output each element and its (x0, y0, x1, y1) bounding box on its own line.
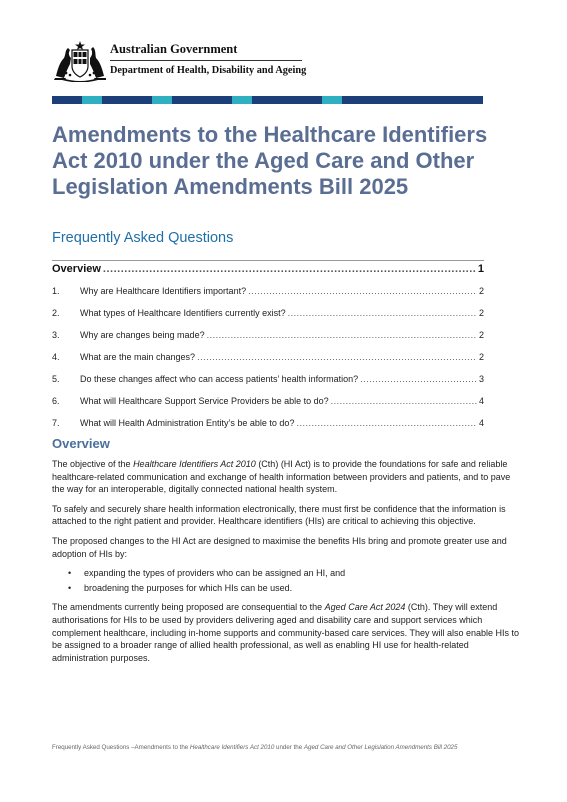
toc-entry-number: 6. (52, 396, 60, 406)
stripe-segment (82, 96, 102, 104)
toc-entry-page: 2 (478, 308, 484, 318)
bullet-marker: • (68, 582, 72, 593)
toc-leader-dots (288, 302, 477, 324)
toc-entry-overview[interactable] (52, 260, 484, 278)
document-title: Amendments to the Healthcare Identifiers Act 2010 under the Aged Care and Other Legislation Amendments Bill 2025 (52, 122, 488, 199)
list-item (52, 582, 520, 595)
document-subtitle: Frequently Asked Questions (52, 230, 234, 246)
stripe-segment (102, 96, 152, 104)
table-of-contents (52, 260, 484, 434)
header-color-stripe (52, 96, 483, 104)
act-title-italic: Aged Care Act 2024 (324, 602, 406, 613)
stripe-segment (152, 96, 172, 104)
toc-entry-label: What types of Healthcare Identifiers currently exist? (80, 308, 286, 318)
toc-leader-dots (248, 280, 477, 302)
toc-entry-number: 5. (52, 374, 60, 384)
stripe-segment (322, 96, 342, 104)
toc-leader-dots (296, 412, 477, 434)
overview-paragraph-2: To safely and securely share health information electronically, there must first be confidence that the information is attached to the right patient and provider. Healthcare identifiers (HIs) are critical to achieving this objective. (52, 503, 506, 527)
department-name: Department of Health, Disability and Ageing (110, 65, 307, 76)
text-run: (Cth) (HI Act) is to provide the foundations for safe and reliable healthcare-related communication and exchange of health information between providers and patients, and to pave the way for an interoperable, digitally connected national health system. (52, 459, 511, 495)
text-run-italic: Healthcare Identifiers Act 2010 (189, 744, 275, 751)
stripe-segment (232, 96, 252, 104)
text-run: The amendments currently being proposed are consequential to the (52, 602, 325, 613)
government-name: Australian Government (110, 42, 238, 56)
toc-entry[interactable] (52, 280, 484, 302)
text-run: Frequently Asked Questions –Amendments to the (52, 744, 190, 751)
toc-entry-label: What are the main changes? (80, 352, 196, 362)
toc-entry-number: 1. (52, 286, 60, 296)
toc-entry[interactable] (52, 368, 484, 390)
toc-entry-label: Overview (52, 263, 101, 275)
act-title-italic: Healthcare Identifiers Act 2010 (133, 459, 256, 469)
toc-leader-dots (197, 346, 477, 368)
toc-entry[interactable] (52, 390, 484, 412)
toc-entry[interactable] (52, 346, 484, 368)
toc-entry-label: What will Healthcare Support Service Providers be able to do? (80, 396, 329, 406)
government-branding (110, 42, 310, 77)
stripe-segment (52, 96, 82, 104)
toc-entry[interactable] (52, 412, 484, 434)
toc-leader-dots (360, 368, 477, 390)
bullet-marker: • (68, 568, 72, 579)
toc-entry-page: 1 (477, 263, 484, 275)
toc-entry-number: 4. (52, 352, 60, 362)
toc-entry-page: 2 (478, 352, 484, 362)
list-item (52, 567, 520, 580)
text-run-italic: Aged Care and Other Legislation Amendments Bill 2025 (303, 744, 458, 751)
toc-entry[interactable] (52, 324, 484, 346)
text-run: under the (274, 744, 304, 751)
overview-paragraph-4 (52, 601, 520, 664)
coat-of-arms-icon (52, 40, 108, 82)
stripe-segment (252, 96, 322, 104)
toc-entry-page: 2 (478, 286, 484, 296)
text-run: The objective of the (52, 459, 134, 469)
toc-entry-page: 3 (478, 374, 484, 384)
overview-body (52, 458, 520, 671)
list-item-text: expanding the types of providers who can be assigned an HI, and (84, 568, 346, 579)
toc-entry-label: What will Health Administration Entity’s be able to do? (80, 418, 295, 428)
toc-leader-dots (331, 390, 477, 412)
toc-entry-label: Why are changes being made? (80, 330, 205, 340)
stripe-segment (342, 96, 483, 104)
overview-paragraph-3: The proposed changes to the HI Act are designed to maximise the benefits HIs bring and promote greater use and adoption of HIs by: (52, 535, 507, 559)
toc-entry-label: Why are Healthcare Identifiers important? (80, 286, 247, 296)
toc-entry-page: 4 (478, 418, 484, 428)
stripe-segment (172, 96, 232, 104)
toc-entry-label: Do these changes affect who can access patients’ health information? (80, 374, 359, 384)
page-footer (52, 744, 457, 751)
branding-divider (110, 60, 302, 61)
toc-entry-page: 4 (478, 396, 484, 406)
toc-entry-number: 3. (52, 330, 60, 340)
toc-entry-page: 2 (478, 330, 484, 340)
text-run: (Cth). They will extend authorisations for HIs to be used by providers delivering aged and disability care and support services which complement healthcare, including in-home supports and community-based care services. They will also enable HIs to be assigned to a broader range of allied health professional, as well as enabling HI use for health-related administration purposes. (52, 602, 520, 663)
toc-leader-dots (103, 261, 476, 278)
overview-heading: Overview (52, 436, 110, 451)
toc-entry-number: 2. (52, 308, 60, 318)
toc-entry[interactable] (52, 302, 484, 324)
toc-leader-dots (207, 324, 477, 346)
overview-bullet-list (52, 567, 520, 594)
toc-entry-number: 7. (52, 418, 60, 428)
overview-paragraph-1 (52, 458, 520, 496)
list-item-text: broadening the purposes for which HIs can be used. (84, 582, 293, 593)
